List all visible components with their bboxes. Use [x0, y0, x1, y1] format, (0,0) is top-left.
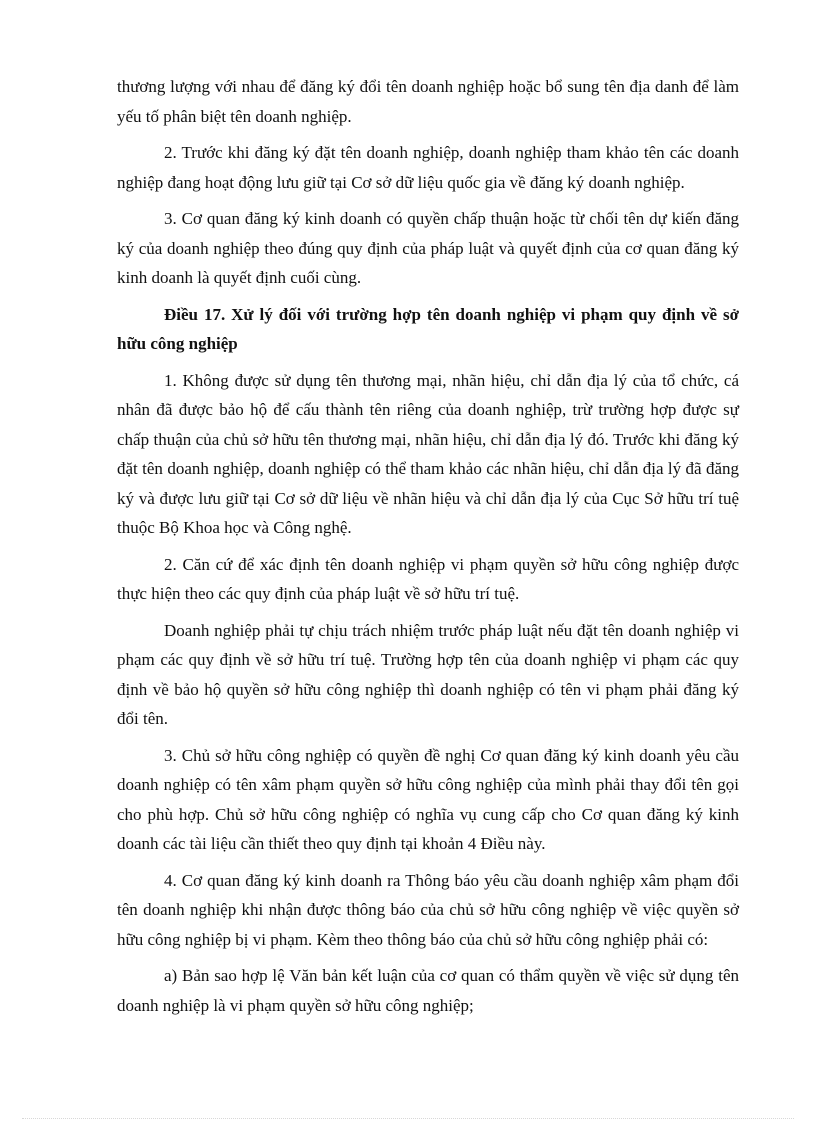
paragraph-continuation: thương lượng với nhau để đăng ký đổi tên doanh nghiệp hoặc bổ sung tên địa danh để làm yếu tố phân biệt tên doanh nghiệp.	[117, 77, 739, 126]
article-17-heading: Điều 17. Xử lý đối với trường hợp tên doanh nghiệp vi phạm quy định về sở hữu công nghiệp	[117, 304, 739, 353]
paragraph-article-17-clause-4: 4. Cơ quan đăng ký kinh doanh ra Thông báo yêu cầu doanh nghiệp xâm phạm đổi tên doanh nghiệp khi nhận được thông báo của chủ sở hữu công nghiệp về việc quyền sở hữu công nghiệp bị vi phạm. Kèm theo thông báo của chủ sở hữu công nghiệp phải có:	[117, 870, 739, 949]
paragraph-clause-3: 3. Cơ quan đăng ký kinh doanh có quyền chấp thuận hoặc từ chối tên dự kiến đăng ký của doanh nghiệp theo đúng quy định của pháp luật và quyết định của cơ quan đăng ký kinh doanh là quyết định cuối cùng.	[117, 209, 739, 287]
paragraph-article-17-clause-3: 3. Chủ sở hữu công nghiệp có quyền đề nghị Cơ quan đăng ký kinh doanh yêu cầu doanh nghiệp có tên xâm phạm quyền sở hữu công nghiệp của mình phải thay đổi tên gọi cho phù hợp. Chủ sở hữu công nghiệp có nghĩa vụ cung cấp cho Cơ quan đăng ký kinh doanh các tài liệu cần thiết theo quy định tại khoản 4 Điều này.	[117, 745, 739, 853]
paragraph-article-17-clause-1: 1. Không được sử dụng tên thương mại, nhãn hiệu, chỉ dẫn địa lý của tổ chức, cá nhân đã được bảo hộ để cấu thành tên riêng của doanh nghiệp, trừ trường hợp được sự chấp thuận của chủ sở hữu tên thương mại, nhãn hiệu, chỉ dẫn địa lý đó. Trước khi đăng ký đặt tên doanh nghiệp, doanh nghiệp có thể tham khảo các nhãn hiệu, chỉ dẫn địa lý đã đăng ký và được lưu giữ tại Cơ sở dữ liệu về nhãn hiệu và chỉ dẫn địa lý của Cục Sở hữu trí tuệ thuộc Bộ Khoa học và Công nghệ.	[117, 370, 739, 537]
paragraph-article-17-clause-2: 2. Căn cứ để xác định tên doanh nghiệp vi phạm quyền sở hữu công nghiệp được thực hiện theo các quy định của pháp luật về sở hữu trí tuệ.	[117, 554, 739, 603]
paragraph-article-17-clause-4-a: a) Bản sao hợp lệ Văn bản kết luận của cơ quan có thẩm quyền về việc sử dụng tên doanh nghiệp là vi phạm quyền sở hữu công nghiệp;	[117, 966, 739, 1015]
paragraph-article-17-clause-2-continued: Doanh nghiệp phải tự chịu trách nhiệm trước pháp luật nếu đặt tên doanh nghiệp vi phạm các quy định về sở hữu trí tuệ. Trường hợp tên của doanh nghiệp vi phạm các quy định về bảo hộ quyền sở hữu công nghiệp thì doanh nghiệp có tên vi phạm phải đăng ký đổi tên.	[117, 620, 739, 728]
paragraph-clause-2: 2. Trước khi đăng ký đặt tên doanh nghiệp, doanh nghiệp tham khảo tên các doanh nghiệp đang hoạt động lưu giữ tại Cơ sở dữ liệu quốc gia về đăng ký doanh nghiệp.	[117, 143, 739, 192]
document-page	[117, 72, 739, 1027]
page-bottom-divider	[22, 1118, 794, 1119]
